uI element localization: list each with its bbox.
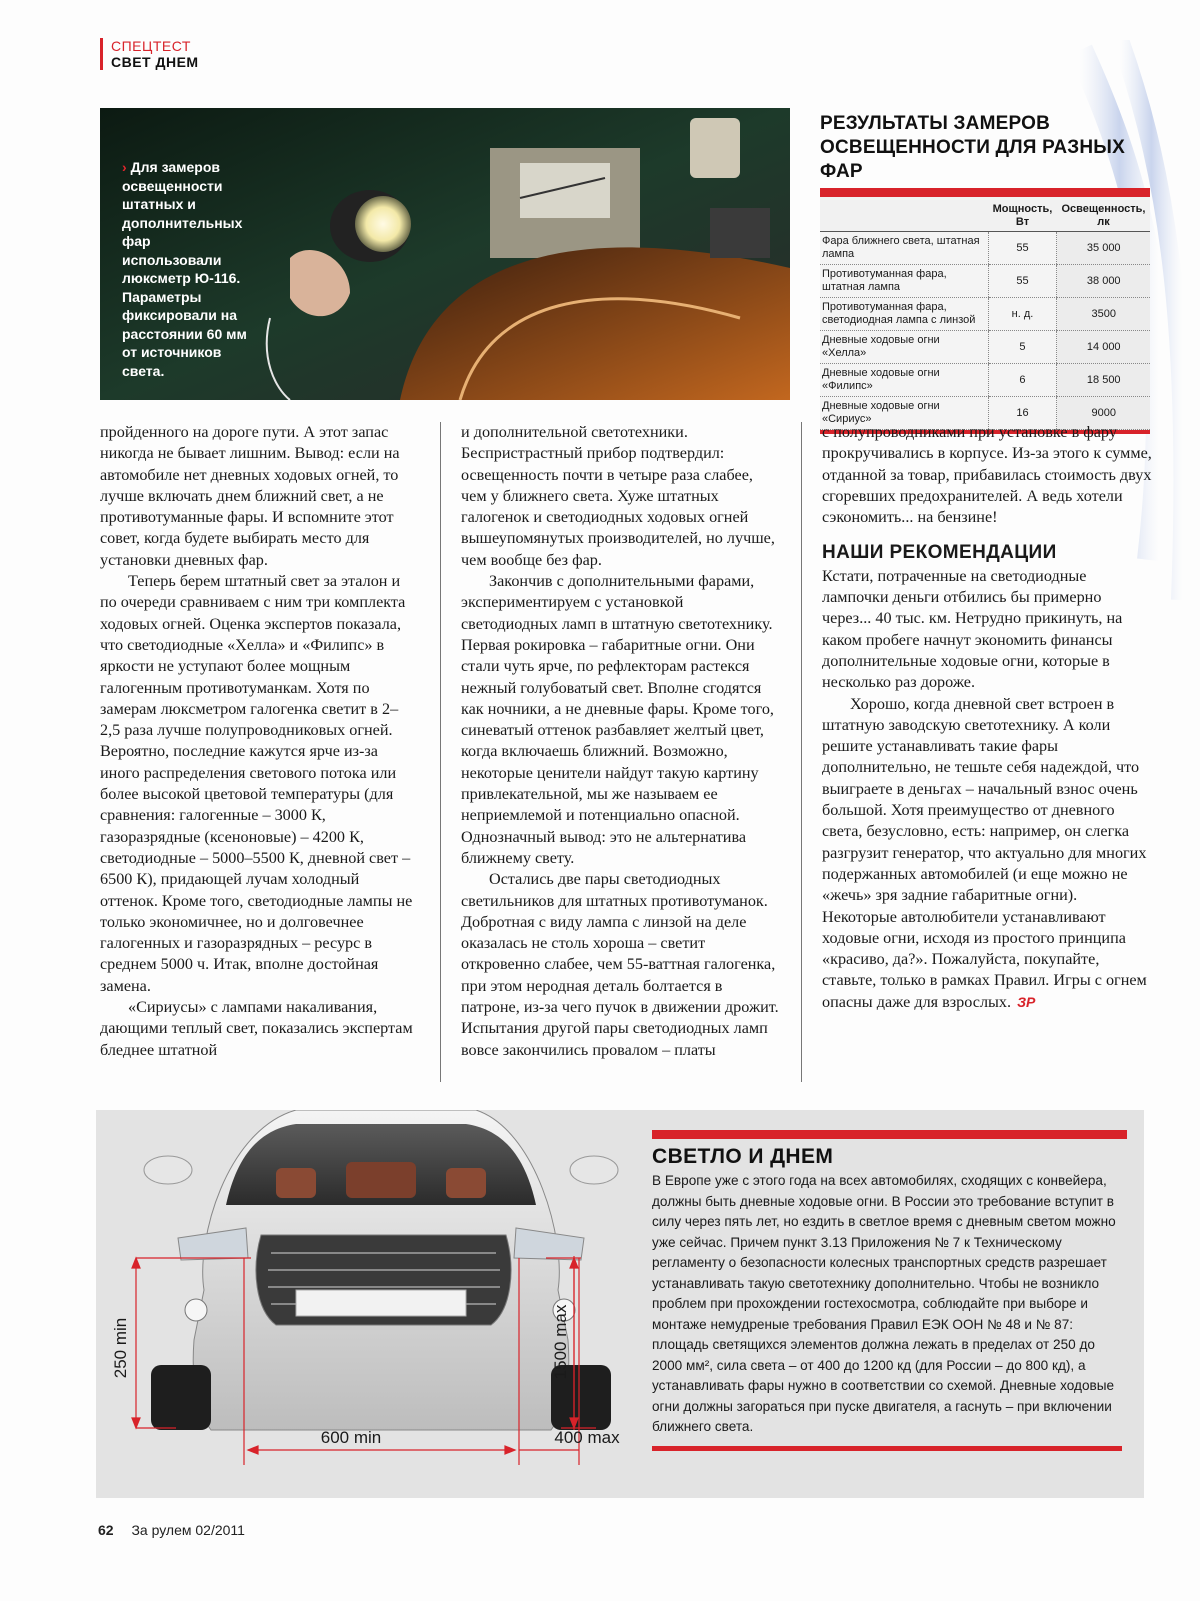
paragraph-final: Хорошо, когда дневной свет встроен в штатную заводскую светотехнику. А коли решите устанавливать такие фары дополнительно, не тешьте себя надеждой, что выиграете в деньгах – начальный взнос очень большой. Хотя преимущество от дневного света, безусловно, есть: например, он слегка разгрузит генератор, что актуально для многих подержанных автомобилей (и еще можно не «жечь» зря задние габаритные огни). Некоторые автолюбители устанавливают ходовые огни, исходя из простого принципа «красиво, да?». Пожалуйста, покупайте, ставьте, только в рамках Правил. Игры с огнем опасны даже для взрослых. ЗР xyxy=(822,694,1147,1011)
table-red-bar xyxy=(820,188,1150,197)
results-table xyxy=(820,197,1150,430)
section-header xyxy=(100,38,199,70)
table-title: РЕЗУЛЬТАТЫ ЗАМЕРОВ ОСВЕЩЕННОСТИ ДЛЯ РАЗНЫХ ФАР xyxy=(820,113,1125,182)
end-mark: ЗР xyxy=(1017,993,1036,1010)
results-table-box xyxy=(820,112,1150,434)
dim-label-right-height: 1500 max xyxy=(551,1304,570,1380)
section-label: СПЕЦТЕСТ xyxy=(111,38,191,54)
table-row: Дневные ходовые огни «Филипс» 6 18 500 xyxy=(820,364,1150,397)
paragraph: «Сириусы» с лампами накаливания, дающими теплый свет, показались экспертам бледнее штатной xyxy=(100,998,413,1059)
section-subtitle: СВЕТ ДНЕМ xyxy=(111,54,199,70)
table-row: Противотуманная фара, светодиодная лампа с линзой н. д. 3500 xyxy=(820,298,1150,331)
table-row: Дневные ходовые огни «Сириус» 16 9000 xyxy=(820,397,1150,430)
sidebar-body: В Европе уже с этого года на всех автомобилях, сходящих с конвейера, должны быть дневные ходовые огни. В России это требование вступит в силу через пять лет, но ездить в светлое время с дневным светом можно уже сейчас. Причем пункт 3.13 Приложения № 7 к Техническому регламенту о безопасности колесных транспортных средств разрешает устанавливать такую светотехнику дополнительно. Чтобы не возникло проблем при прохождении гостехосмотра, соблюдайте при выборе и монтаже немудреные требования Правил ЕЭК ООН № 48 и № 87: площадь светящихся элементов должна лежать в пределах от 250 до 2000 мм², сила света – от 400 до 1200 кд (для России – до 800 кд), а устанавливать фары нужно в соответствии со схемой. Дневные ходовые огни должны загораться при пуске двигателя, а гаснуть – при включении ближнего света. xyxy=(652,1173,1116,1434)
column-divider xyxy=(801,422,802,1082)
photo-lux-meter xyxy=(100,108,790,400)
paragraph: пройденного на дороге пути. А этот запас никогда не бывает лишним. Вывод: если на автомобиле нет дневных ходовых огней, то лучше включать днем ближний свет, а не противотуманные фары. И вспомните этот совет, когда будете выбирать место для установки дневных фар. xyxy=(100,423,400,569)
sidebar-red-bar-bottom xyxy=(652,1446,1122,1451)
dim-label-edge: 400 max xyxy=(554,1428,620,1447)
paragraph: Кстати, потраченные на светодиодные лампочки деньги отбились бы примерно через... 40 тыс. км. Нетрудно прикинуть, на каком пробеге начнут экономить финансы дополнительные ходовые огни, которые в несколько раз дороже. xyxy=(822,566,1123,692)
table-row: Фара ближнего света, штатная лампа 55 35 000 xyxy=(820,232,1150,265)
column-divider xyxy=(440,422,441,1082)
magazine-issue: За рулем 02/2011 xyxy=(131,1522,245,1538)
article-column-3 xyxy=(822,422,1152,1013)
sidebar-box xyxy=(96,1110,1144,1498)
table-row: Дневные ходовые огни «Хелла» 5 14 000 xyxy=(820,331,1150,364)
caption-arrow-icon: › xyxy=(122,159,127,175)
table-header-lux: Освещенность, лк xyxy=(1057,197,1150,232)
table-header-name xyxy=(820,197,988,232)
paragraph: с полупроводниками при установке в фару прокручивались в корпусе. Из-за этого к сумме, отданной за товар, прибавилась стоимость двух сгоревших предохранителей. А ведь хотели сэкономить... на бензине! xyxy=(822,423,1152,527)
page-number: 62 xyxy=(98,1522,114,1538)
sidebar-text xyxy=(652,1130,1127,1451)
paragraph: Закончив с дополнительными фарами, экспериментируем с установкой светодиодных ламп в штатную светотехнику. Первая рокировка – габаритные огни. Они стали чуть ярче, по рефлекторам растекся нежный голубоватый свет. Вполне сгодятся как ночники, а не дневные фары. Кроме того, синеватый оттенок разбавляет желтый цвет, когда включаешь ближний. Возможно, некоторые ценители найдут такую картину привлекательной, мы же называем ее неприемлемой и потенциально опасной. Однозначный вывод: это не альтернатива ближнему свету. xyxy=(461,572,774,867)
article-column-1 xyxy=(100,422,416,1061)
page-footer xyxy=(98,1522,245,1538)
sidebar-title: СВЕТЛО И ДНЕМ xyxy=(652,1145,834,1168)
recommendations-heading: НАШИ РЕКОМЕНДАЦИИ xyxy=(822,542,1057,564)
paragraph: и дополнительной светотехники. Беспристрастный прибор подтвердил: освещенность почти в четыре раза слабее, чем у ближнего света. Хуже штатных галогенок и светодиодных ходовых огней вышеупомянутых производителей, но лучше, чем вообще без фар. xyxy=(461,423,775,569)
table-row: Противотуманная фара, штатная лампа 55 38 000 xyxy=(820,265,1150,298)
dim-label-spacing: 600 min xyxy=(320,1428,382,1447)
table-header-power: Мощность, Вт xyxy=(988,197,1057,232)
paragraph: Остались две пары светодиодных светильников для штатных противотуманок. Добротная с виду лампа с линзой на деле оказалась не столь хороша – светит откровенно слабее, чем 55-ваттная галогенка, при этом неродная деталь болтается в патроне, из-за чего пучок в движении дрожит. Испытания другой пары светодиодных ламп вовсе закончились провалом – платы xyxy=(461,870,779,1059)
dim-label-left-height: 250 min xyxy=(111,1317,130,1379)
photo-caption: › Для замеров освещенности штатных и дополнительных фар использовали люксметр Ю-116. Параметры фиксировали на расстоянии 60 мм от источников света. xyxy=(122,159,247,379)
paragraph: Теперь берем штатный свет за эталон и по очереди сравниваем с ним три комплекта ходовых огней. Оценка экспертов показала, что светодиодные «Хелла» и «Филипс» в яркости не уступают более мощным галогенным противотуманкам. Хотя по замерам люксметром галогенка светит в 2–2,5 раза лучше полупроводниковых огней. Вероятно, последние кажутся ярче из-за иного распределения светового потока или более высокой цветовой температуры (для сравнения: галогенные – 3000 К, газоразрядные (ксеноновые) – 4200 К, светодиодные – 5000–5500 К, дневной свет – 6500 К), придающей лучам холодный оттенок. Кроме того, светодиодные лампы не только экономичнее, но и долговечнее галогенных и газоразрядных – ресурс в среднем 5000 ч. Итак, вполне достойная замена. xyxy=(100,572,413,995)
article-column-2 xyxy=(461,422,779,1061)
sidebar-red-bar xyxy=(652,1130,1127,1139)
